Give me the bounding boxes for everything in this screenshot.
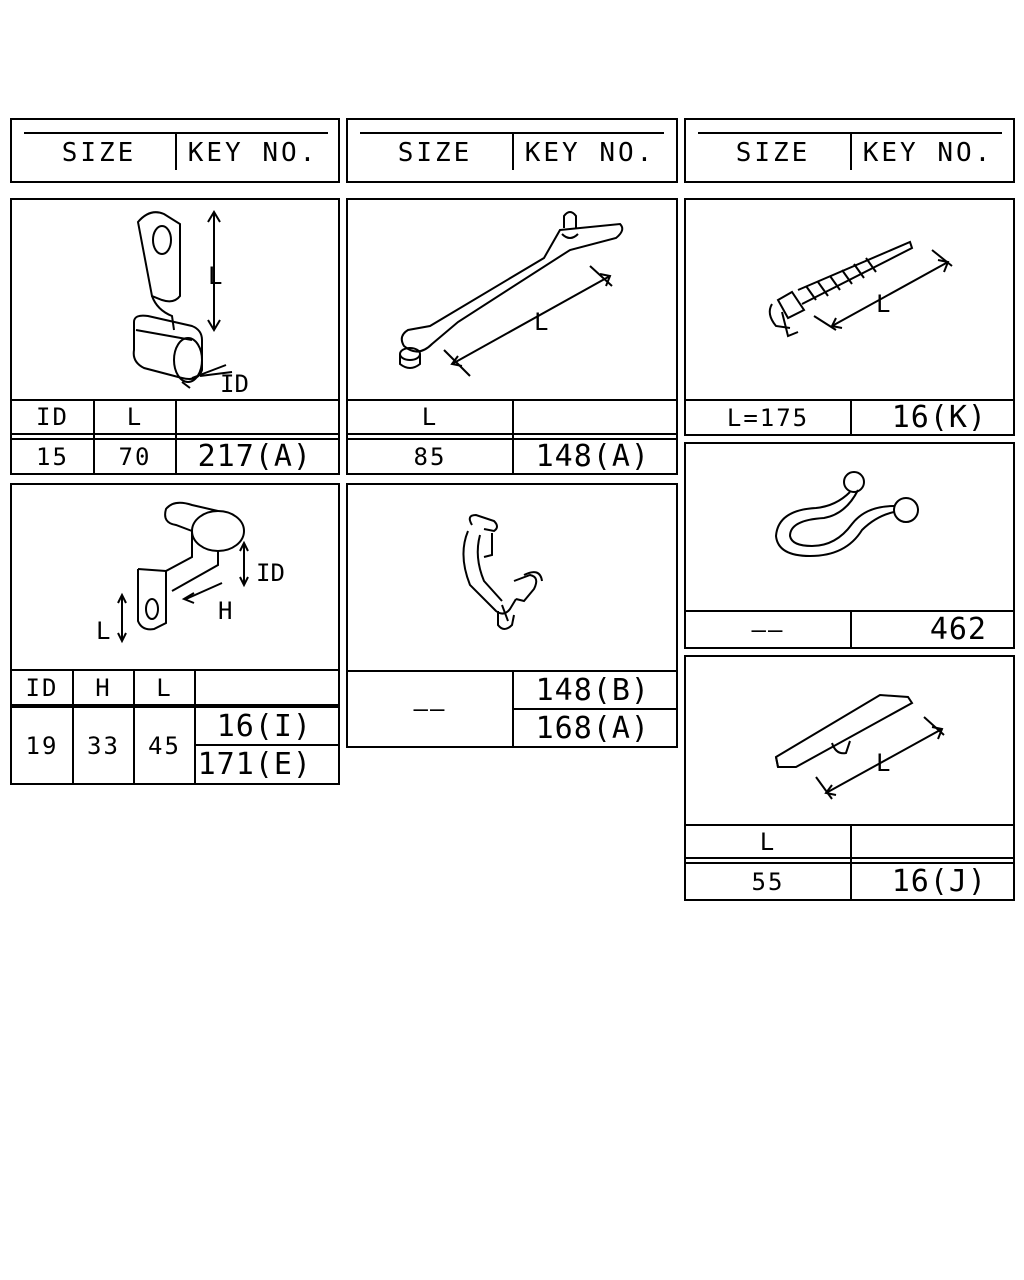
part-clip-148b[interactable]: [346, 483, 678, 748]
header-box-2: [346, 118, 678, 183]
col-header-l: L: [759, 827, 777, 856]
key-no[interactable]: 16(J): [891, 864, 987, 899]
part-clamp-217a[interactable]: [10, 198, 340, 475]
key-no-2[interactable]: 171(E): [197, 747, 312, 782]
size-value: L=175: [726, 403, 810, 432]
size-header: SIZE: [61, 138, 137, 168]
key-no[interactable]: 16(K): [891, 400, 987, 435]
key-no-header: KEY NO.: [862, 138, 994, 168]
col-header-l: L: [421, 403, 439, 431]
size-header: SIZE: [735, 138, 811, 168]
band-148a-illustration: [348, 200, 676, 400]
size-header: SIZE: [397, 138, 473, 168]
dim-L: L: [876, 749, 891, 777]
dim-ID: ID: [256, 559, 285, 587]
col-header-l: L: [156, 673, 173, 702]
header-divider: [850, 132, 852, 170]
value-l: 85: [413, 442, 447, 471]
band-16j-illustration: [686, 657, 1013, 825]
header-box-3: [684, 118, 1015, 183]
col-header-h: H: [95, 673, 112, 702]
key-no[interactable]: 148(A): [535, 439, 650, 474]
part-band-148a[interactable]: [346, 198, 678, 475]
value-id: 19: [25, 731, 59, 760]
col-header-id: ID: [36, 403, 69, 431]
key-no-2[interactable]: 168(A): [535, 710, 650, 746]
part-clamp-16i[interactable]: [10, 483, 340, 785]
key-no-1[interactable]: 16(I): [216, 708, 312, 744]
header-divider: [175, 132, 177, 170]
part-tie-16k[interactable]: [684, 198, 1015, 436]
header-box-1: [10, 118, 340, 183]
key-no-1[interactable]: 148(B): [535, 672, 650, 708]
dim-L: L: [534, 308, 549, 336]
clamp-217a-illustration: [12, 200, 338, 400]
key-no[interactable]: 217(A): [197, 439, 312, 474]
clip-148b-illustration: [348, 485, 676, 671]
part-band-16j[interactable]: [684, 655, 1015, 901]
size-value: ——: [413, 695, 447, 723]
value-id: 15: [36, 442, 69, 471]
dim-ID: ID: [220, 370, 249, 398]
dim-H: H: [218, 597, 233, 625]
loop-462-illustration: [686, 444, 1013, 610]
value-l: 45: [148, 731, 181, 760]
key-no-header: KEY NO.: [187, 138, 319, 168]
dim-L: L: [96, 617, 111, 645]
dim-L: L: [208, 262, 223, 290]
value-h: 33: [87, 731, 120, 760]
part-loop-462[interactable]: [684, 442, 1015, 649]
clamp-16i-illustration: [12, 485, 338, 671]
tie-16k-illustration: [686, 200, 1013, 400]
col-header-l: L: [126, 403, 144, 431]
size-value: ——: [751, 615, 785, 644]
header-divider: [512, 132, 514, 170]
key-no[interactable]: 462: [929, 612, 987, 647]
key-no-header: KEY NO.: [524, 138, 656, 168]
value-l: 70: [118, 442, 152, 471]
col-header-id: ID: [25, 673, 59, 702]
value-l: 55: [751, 867, 785, 896]
dim-L: L: [876, 290, 891, 318]
